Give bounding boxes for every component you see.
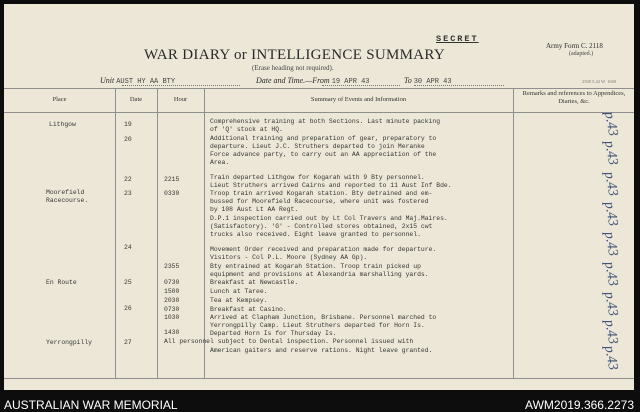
summary-line: Train departed Lithgow for Kogarah with 9 Bty personnel.	[210, 174, 425, 181]
date-to-value: 30 APR 43	[413, 78, 452, 86]
remark-handwriting: p.43	[601, 344, 621, 372]
summary-line: American gaiters and reserve rations. Night leave granted.	[210, 347, 433, 354]
summary-line: Departed Horn Is for Thursday Is.	[210, 330, 337, 337]
summary-line: Movement Order received and preparation made for departure.	[210, 246, 437, 253]
form-subtitle: (Erase heading not required).	[252, 64, 334, 72]
form-adapted-note: (adapted.)	[569, 51, 594, 57]
summary-line: Breakfast at Newcastle.	[210, 279, 299, 286]
form-number: Army Form C. 2118	[546, 42, 603, 50]
date-from-value: 19 APR 43	[331, 78, 370, 86]
table-top-rule	[4, 88, 634, 89]
summary-line: trucks also received. Eight leave granted to personnel.	[210, 231, 421, 238]
summary-line: Lunch at Taree.	[210, 288, 268, 295]
summary-line: Visitors - Col P.L. Moore (Sydney AA Gp).	[210, 254, 368, 261]
summary-line: All personnel subject to Dental inspection. Personnel issued with	[164, 338, 414, 345]
summary-line: Arrived at Clapham Junction, Brisbane. Personnel marched to	[210, 314, 437, 321]
place-cell: Yerrongpilly	[46, 339, 93, 346]
footer-credit: AUSTRALIAN WAR MEMORIAL	[4, 398, 178, 412]
remark-handwriting: p.43	[601, 110, 621, 138]
summary-line: of 'Q' stock at HQ.	[210, 126, 283, 133]
col-header-date: Date	[129, 96, 143, 103]
date-cell: 20	[124, 136, 132, 143]
footer-accession: AWM2019.366.2273	[525, 398, 634, 412]
summary-line: D.P.1 inspection carried out by Lt Col Travers and Maj.Maires.	[210, 215, 448, 222]
col-header-summary: Summary of Events and Information	[310, 96, 407, 103]
hour-cell: 0730	[164, 279, 180, 286]
summary-line: departure. Lieut J.C. Struthers departed to join Meranke	[210, 143, 425, 150]
date-label: Date and Time.—From	[256, 76, 330, 85]
summary-line: equipment and provisions at Alexandria marshalling yards.	[210, 271, 429, 278]
summary-line: Force advance party, to carry out an AA appreciation of the	[210, 151, 437, 158]
summary-line: Bty entrained at Kogarah Station. Troop train picked up	[210, 263, 421, 270]
summary-line: bussed for Moorefield Racecourse, where unit was fostered	[210, 198, 429, 205]
archive-footer	[0, 392, 640, 412]
summary-line: Yerrongpilly Camp. Lieut Struthers departed for Horn Is.	[210, 322, 425, 329]
date-cell: 22	[124, 176, 132, 183]
date-cell: 26	[124, 305, 132, 312]
col-divider-summary	[204, 88, 205, 378]
unit-value: AUST HY AA BTY	[116, 78, 176, 86]
place-cell: En Route	[46, 279, 77, 286]
hour-cell: 2030	[164, 297, 180, 304]
remark-handwriting: p.43	[601, 230, 621, 258]
col-divider-date	[115, 88, 116, 378]
hour-cell: 2355	[164, 263, 180, 270]
date-cell: 27	[124, 339, 132, 346]
remark-handwriting: p.43	[601, 260, 621, 288]
col-header-place: Place	[52, 96, 67, 103]
hour-cell: 1430	[164, 329, 180, 336]
summary-line: Breakfast at Casino.	[210, 306, 287, 313]
summary-line: Comprehensive training at both Sections. Last minute packing	[210, 118, 441, 125]
date-cell: 19	[124, 121, 132, 128]
summary-line: Tea at Kempsey.	[210, 297, 268, 304]
summary-line: Area.	[210, 159, 230, 166]
remark-handwriting: p.43	[601, 200, 621, 228]
col-divider-hour	[157, 88, 158, 378]
secret-stamp: SECRET	[436, 34, 479, 44]
diary-page	[4, 4, 634, 390]
table-bottom-rule	[4, 378, 634, 379]
print-line: 2500 5.42 W. 1600	[582, 79, 617, 84]
summary-line: Additional training and preparation of gear, preparatory to	[210, 135, 437, 142]
hour-cell: 1030	[164, 314, 180, 321]
summary-line: Lieut Struthers arrived Cairns and reported to 11 Aust Inf Bde.	[210, 182, 452, 189]
date-cell: 24	[124, 244, 132, 251]
date-cell: 23	[124, 190, 132, 197]
place-cell: Lithgow	[49, 121, 76, 128]
to-dotted-line	[414, 85, 504, 86]
hour-cell: 0330	[164, 190, 180, 197]
col-header-hour: Hour	[173, 96, 188, 103]
remark-handwriting: p.43	[601, 290, 621, 318]
col-divider-remarks	[513, 88, 514, 378]
summary-line: Troop train arrived Kogarah station. Bty detrained and em-	[210, 190, 433, 197]
place-cell: Racecourse.	[46, 197, 89, 204]
date-to-label: To	[404, 76, 412, 85]
remark-handwriting: p.43	[601, 170, 621, 198]
from-dotted-line	[322, 85, 400, 86]
remark-handwriting: p.43	[601, 318, 621, 346]
form-title: WAR DIARY or INTELLIGENCE SUMMARY	[144, 47, 446, 63]
hour-cell: 2215	[164, 176, 180, 183]
col-header-remarks: Remarks and references to Appendices, Diaries, &c.	[522, 90, 626, 105]
summary-line: (Satisfactory). 'G' - Controlled stores obtained, 2x15 cwt	[210, 223, 433, 230]
hour-cell: 0730	[164, 306, 180, 313]
header-bottom-rule	[4, 112, 634, 113]
date-cell: 25	[124, 279, 132, 286]
unit-dotted-line	[122, 85, 240, 86]
remark-handwriting: p.43	[601, 139, 621, 167]
place-cell: Moorefield	[46, 189, 85, 196]
hour-cell: 1500	[164, 288, 180, 295]
summary-line: by 108 Aust Lt AA Regt.	[210, 206, 299, 213]
unit-label: Unit	[100, 76, 115, 85]
